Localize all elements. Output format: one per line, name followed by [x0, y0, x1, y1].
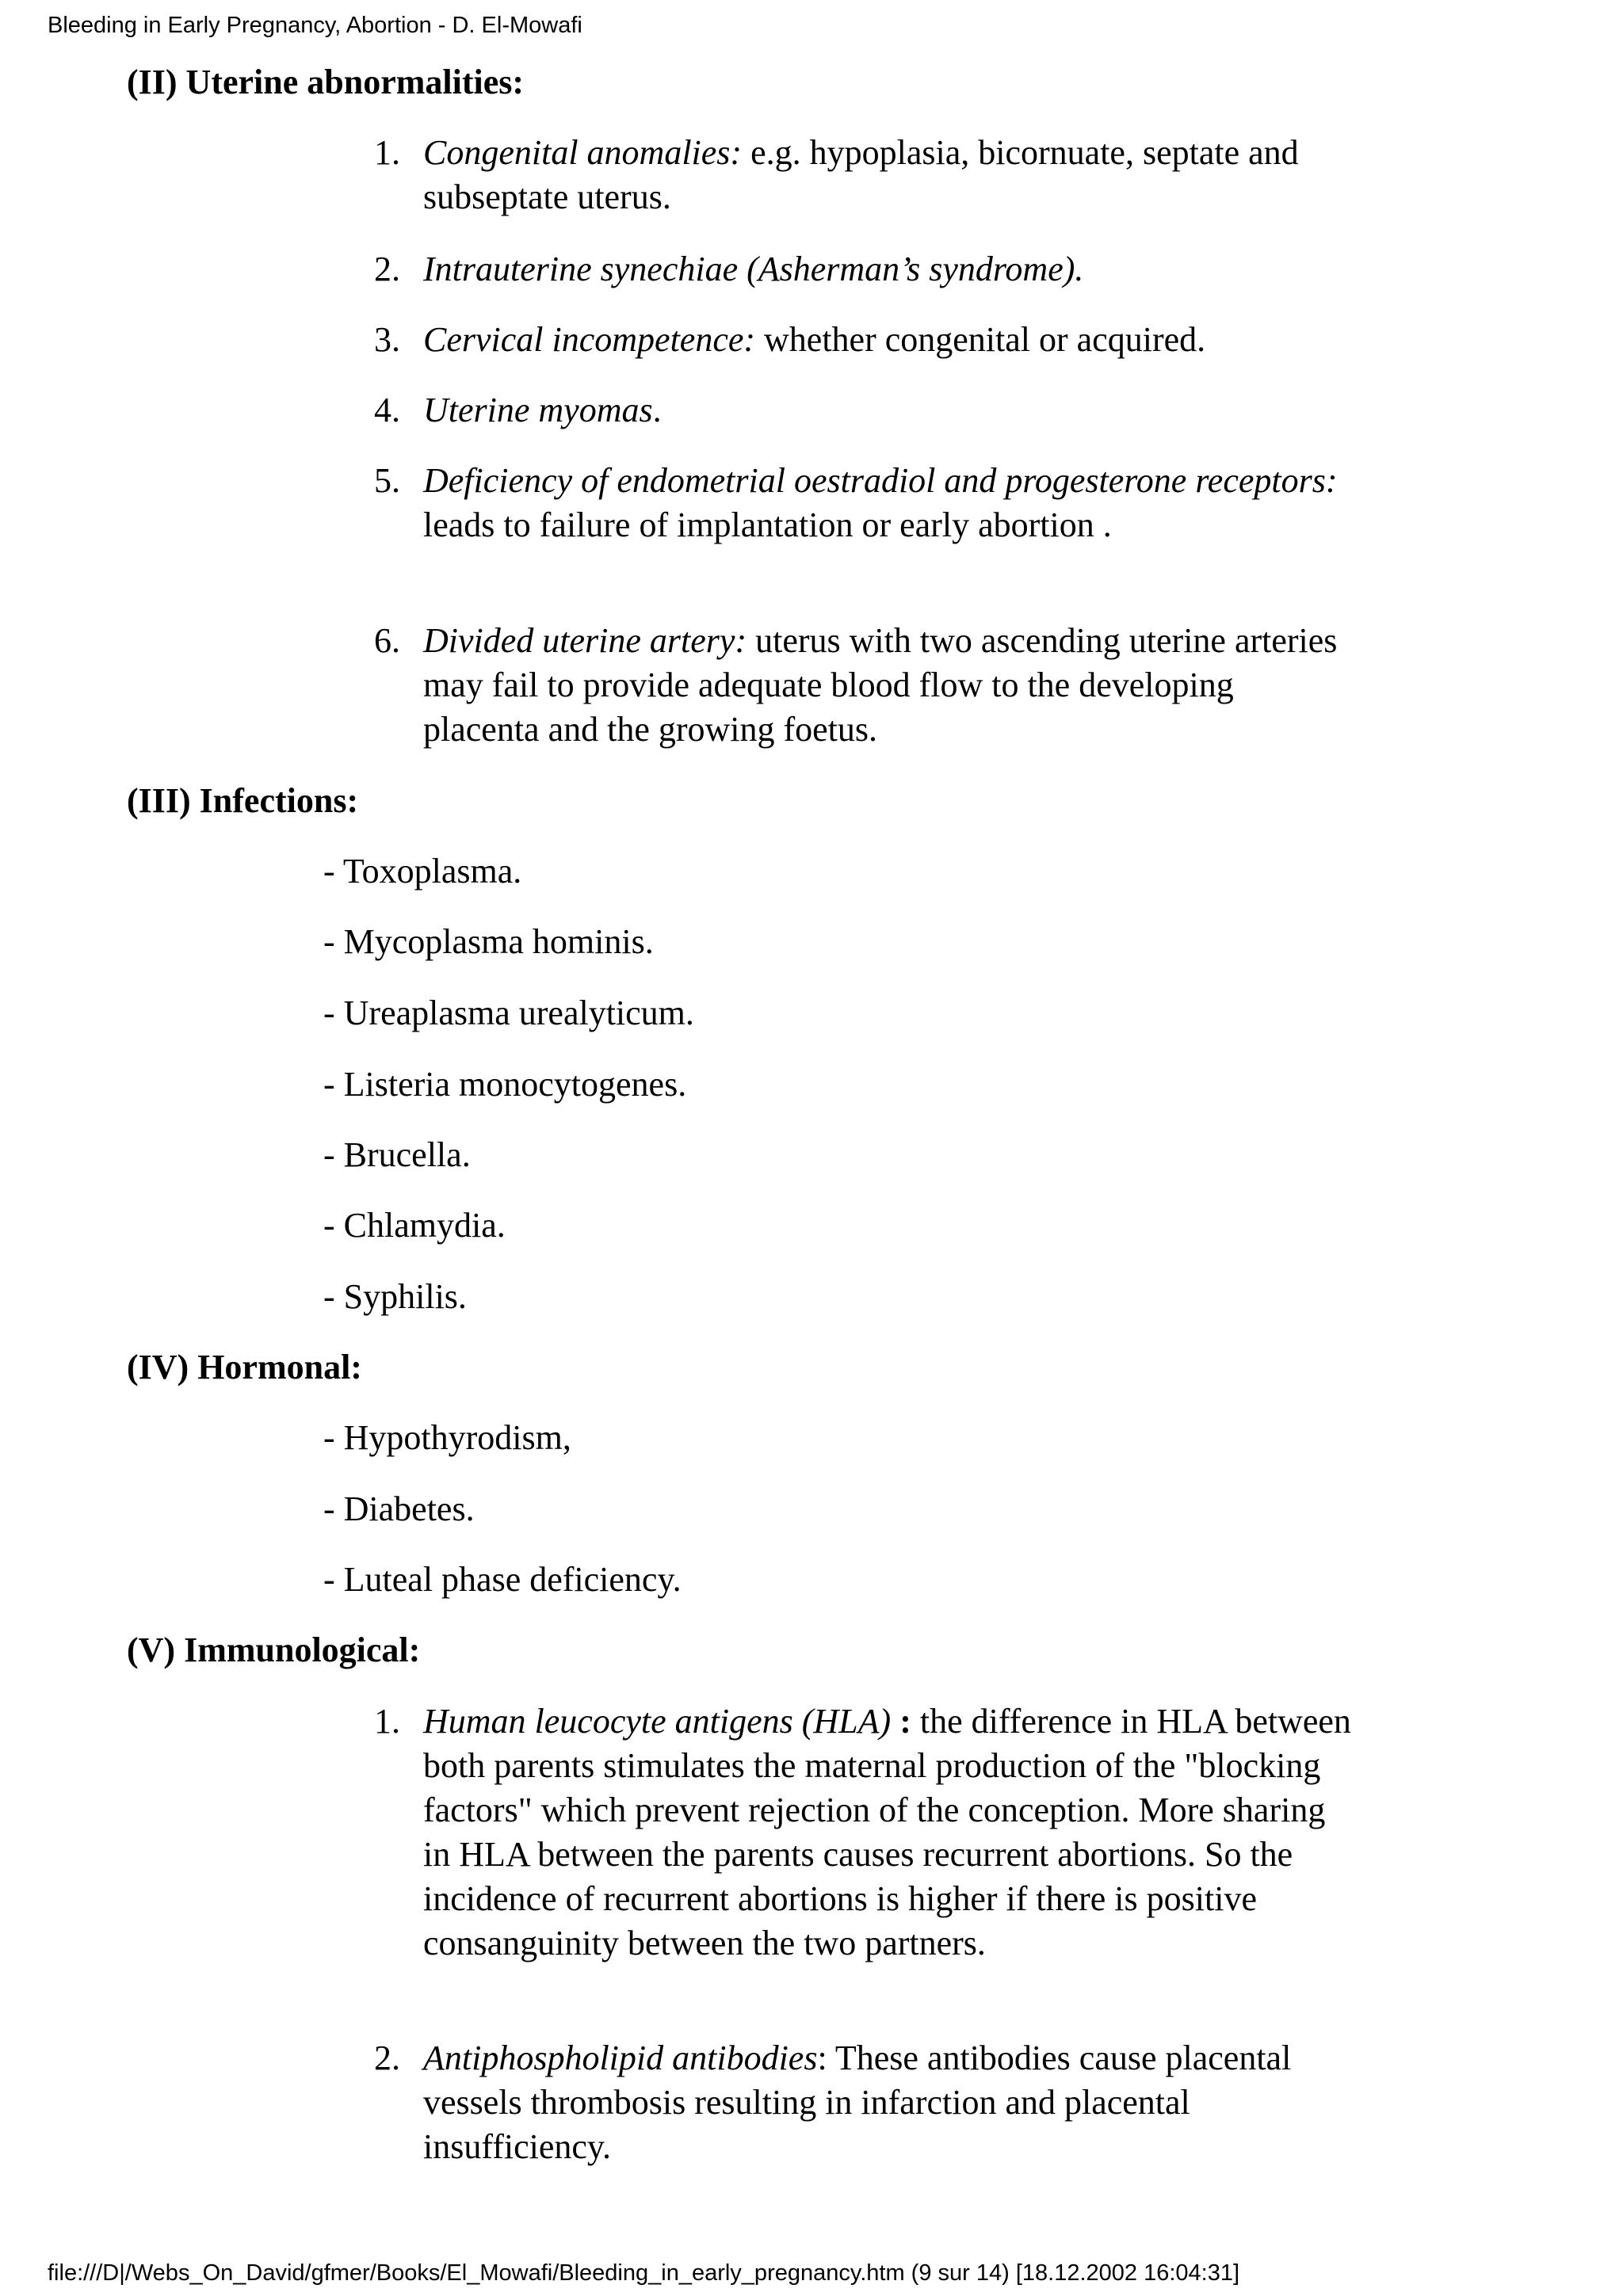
- list-item: [374, 2036, 1357, 2169]
- page-footer: file:///D|/Webs_On_David/gfmer/Books/El_Mowafi/Bleeding_in_early_pregnancy.htm (9 sur 14) [18.12.2002 16:04:31]: [48, 2260, 1240, 2286]
- list-item: [374, 131, 1357, 219]
- item-number: 1.: [374, 133, 400, 172]
- list-item: - Mycoplasma hominis.: [323, 922, 654, 961]
- section-heading-infections: (III) Infections:: [127, 781, 359, 820]
- list-item: - Hypothyrodism,: [323, 1418, 571, 1457]
- item-term: Cervical incompetence:: [423, 320, 756, 359]
- item-number: 3.: [374, 320, 400, 359]
- list-item: - Luteal phase deficiency.: [323, 1560, 682, 1599]
- list-item: - Brucella.: [323, 1135, 471, 1174]
- item-number: 6.: [374, 621, 400, 660]
- item-number: 2.: [374, 2039, 400, 2077]
- item-text: the difference in HLA between both parents stimulates the maternal production of the "blocking factors" which prevent rejection of the conception. More sharing in HLA between the parents causes recurrent abortions. So the incidence of recurrent abortions is higher if there is positive consanguinity between the two partners.: [423, 1702, 1351, 1962]
- list-item: [374, 619, 1357, 752]
- section-heading-hormonal: (IV) Hormonal:: [127, 1348, 362, 1386]
- list-item: [374, 318, 1357, 362]
- item-colon: :: [891, 1702, 911, 1741]
- section-heading-immunological: (V) Immunological:: [127, 1630, 421, 1669]
- item-term: Antiphospholipid antibodies: [423, 2039, 818, 2077]
- item-text: .: [652, 391, 662, 429]
- list-item: - Diabetes.: [323, 1489, 475, 1528]
- item-text: uterus with two ascending uterine arteries may fail to provide adequate blood flow to the developing placenta and the growing foetus.: [423, 621, 1338, 749]
- page-header: Bleeding in Early Pregnancy, Abortion - D. El-Mowafi: [48, 13, 582, 38]
- item-term: Intrauterine synechiae (Asherman’s syndrome).: [423, 250, 1084, 288]
- item-number: 2.: [374, 250, 400, 288]
- item-text: leads to failure of implantation or early abortion .: [423, 505, 1112, 544]
- list-item: [374, 388, 1357, 433]
- list-item: - Ureaplasma urealyticum.: [323, 994, 694, 1032]
- item-term: Congenital anomalies:: [423, 133, 743, 172]
- item-term: Uterine myomas: [423, 391, 653, 429]
- list-item: - Syphilis.: [323, 1277, 467, 1316]
- item-term: Divided uterine artery:: [423, 621, 747, 660]
- list-item: - Toxoplasma.: [323, 852, 522, 891]
- item-term: Human leucocyte antigens (HLA): [423, 1702, 892, 1741]
- list-item: [374, 1699, 1357, 1966]
- list-item: [374, 247, 1357, 292]
- item-number: 4.: [374, 391, 400, 429]
- list-item: [374, 459, 1357, 547]
- list-item: - Chlamydia.: [323, 1206, 506, 1245]
- item-text: whether congenital or acquired.: [755, 320, 1206, 359]
- section-heading-uterine: (II) Uterine abnormalities:: [127, 63, 525, 101]
- item-number: 1.: [374, 1702, 400, 1741]
- item-text: : These antibodies cause placental vessels thrombosis resulting in infarction and placental insufficiency.: [423, 2039, 1292, 2166]
- item-term: Deficiency of endometrial oestradiol and progesterone receptors:: [423, 461, 1338, 500]
- item-number: 5.: [374, 461, 400, 500]
- item-text: e.g. hypoplasia, bicornuate, septate and subseptate uterus.: [423, 133, 1299, 216]
- list-item: - Listeria monocytogenes.: [323, 1065, 687, 1104]
